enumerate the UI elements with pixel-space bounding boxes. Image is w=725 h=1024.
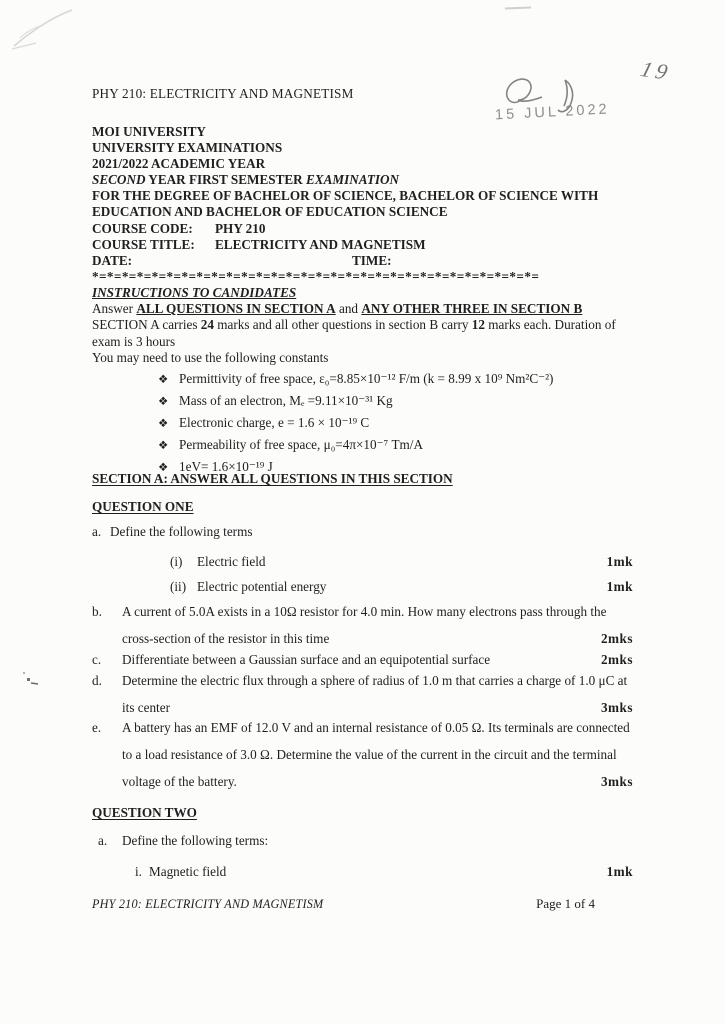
question-1a-items [92,549,633,600]
constant-ev: ❖ 1eV= 1.6×10⁻¹⁹ J [158,456,633,478]
diamond-bullet-icon: ❖ [158,415,169,430]
marks-info-line-2: exam is 3 hours [92,333,176,349]
date-time-row [92,253,633,269]
time-label: TIME: [352,252,392,268]
instructions-heading: INSTRUCTIONS TO CANDIDATES [92,284,297,300]
diamond-bullet-icon: ❖ [158,393,169,408]
course-code-label: COURSE CODE: [92,220,193,236]
question-2a: a. Define the following terms: [98,833,269,849]
page-number: Page 1 of 4 [536,896,595,911]
course-code-value: PHY 210 [215,220,266,236]
examinations-line: UNIVERSITY EXAMINATIONS [92,140,283,156]
question-1-parts [92,598,633,795]
semester-word: SECOND [92,172,146,188]
marks-badge: 2mks [600,651,633,667]
pencil-mark [6,4,84,54]
question-1e: e. A battery has an EMF of 12.0 V and an internal resistance of 0.05 Ω. Its terminals are connected to a load resistance of 3.0 Ω. Determine the value of the current in the circuit and the terminal voltage of the battery. 3mks [92,714,633,795]
semester-line: SECOND YEAR FIRST SEMESTER EXAMINATION [92,172,400,188]
section-b-requirement: ANY OTHER THREE IN SECTION B [361,301,583,317]
marks-badge: 1mk [606,553,633,569]
marks-info-line-1: SECTION A carries 24 marks and all other questions in section B carry 12 marks each. Duration of [92,317,616,333]
marks-badge: 3mks [600,699,633,715]
question-1a-i: (i) Electric field 1mk [92,549,633,574]
handwritten-note: 19 [637,56,675,85]
date-label: DATE: [92,252,133,268]
diamond-bullet-icon: ❖ [158,437,169,452]
constants-list [92,368,633,478]
marks-badge: 1mk [606,579,633,595]
title-block [92,124,633,285]
diamond-bullet-icon: ❖ [158,459,169,474]
marks-badge: 1mk [606,864,633,880]
page-footer [92,896,595,912]
course-title-value: ELECTRICITY AND MAGNETISM [215,236,426,252]
constant-electron-mass: ❖ Mass of an electron, Mₑ =9.11×10⁻³¹ Kg [158,390,633,412]
marks-badge: 2mks [600,630,633,646]
constant-electronic-charge: ❖ Electronic charge, e = 1.6 × 10⁻¹⁹ C [158,412,633,434]
university-name: MOI UNIVERSITY [92,124,206,139]
academic-year-line: 2021/2022 ACADEMIC YEAR [92,156,266,172]
marks-badge: 3mks [600,773,633,789]
question-2a-items [92,859,633,884]
degree-line-2: EDUCATION AND BACHELOR OF EDUCATION SCIENCE [92,204,448,220]
answer-instruction-line: Answer ALL QUESTIONS IN SECTION A and ANY OTHER THREE IN SECTION B [92,301,583,317]
stamp-date-text: 15 JUL 2022 [494,101,611,124]
question-1c: c. Differentiate between a Gaussian surface and an equipotential surface 2mks [92,646,633,673]
constant-permeability: ❖ Permeability of free space, μ₀=4π×10⁻⁷ Tm/A [158,434,633,456]
footer-course-title: PHY 210: ELECTRICITY AND MAGNETISM [92,897,324,911]
question-2a-i: i. Magnetic field 1mk [92,859,633,884]
course-header-line: PHY 210: ELECTRICITY AND MAGNETISM [92,86,354,101]
question-1b: b. A current of 5.0A exists in a 10Ω resistor for 4.0 min. How many electrons pass through the cross-section of the resistor in this time 2mks [92,598,633,652]
degree-line-1: FOR THE DEGREE OF BACHELOR OF SCIENCE, BACHELOR OF SCIENCE WITH [92,188,599,204]
star-separator: *=*=*=*=*=*=*=*=*=*=*=*=*=*=*=*=*=*=*=*=*=*=*=*=*=*=*=*=*=*= [92,268,540,284]
diamond-bullet-icon: ❖ [158,371,169,386]
course-title-row [92,237,633,253]
question-one-heading: QUESTION ONE [92,499,194,515]
section-a-heading: SECTION A: ANSWER ALL QUESTIONS IN THIS SECTION [92,470,453,486]
section-a-requirement: ALL QUESTIONS IN SECTION A [136,301,336,317]
constant-permittivity: ❖ Permittivity of free space, ε₀=8.85×10⁻¹² F/m (k = 8.99 x 10⁹ Nm²C⁻²) [158,368,633,390]
constants-intro: You may need to use the following constants [92,349,329,365]
question-1a-ii: (ii) Electric potential energy 1mk [92,574,633,599]
question-1d: d. Determine the electric flux through a sphere of radius of 1.0 m that carries a charge of 1.0 μC at its center 3mks [92,667,633,721]
margin-pen-mark [22,670,42,692]
course-code-row [92,221,633,237]
course-title-label: COURSE TITLE: [92,236,195,252]
question-two-heading: QUESTION TWO [92,804,197,820]
document-body [92,86,633,885]
question-1a: a. Define the following terms [92,523,253,539]
scan-smudge [505,7,531,10]
examination-word: EXAMINATION [306,172,400,188]
